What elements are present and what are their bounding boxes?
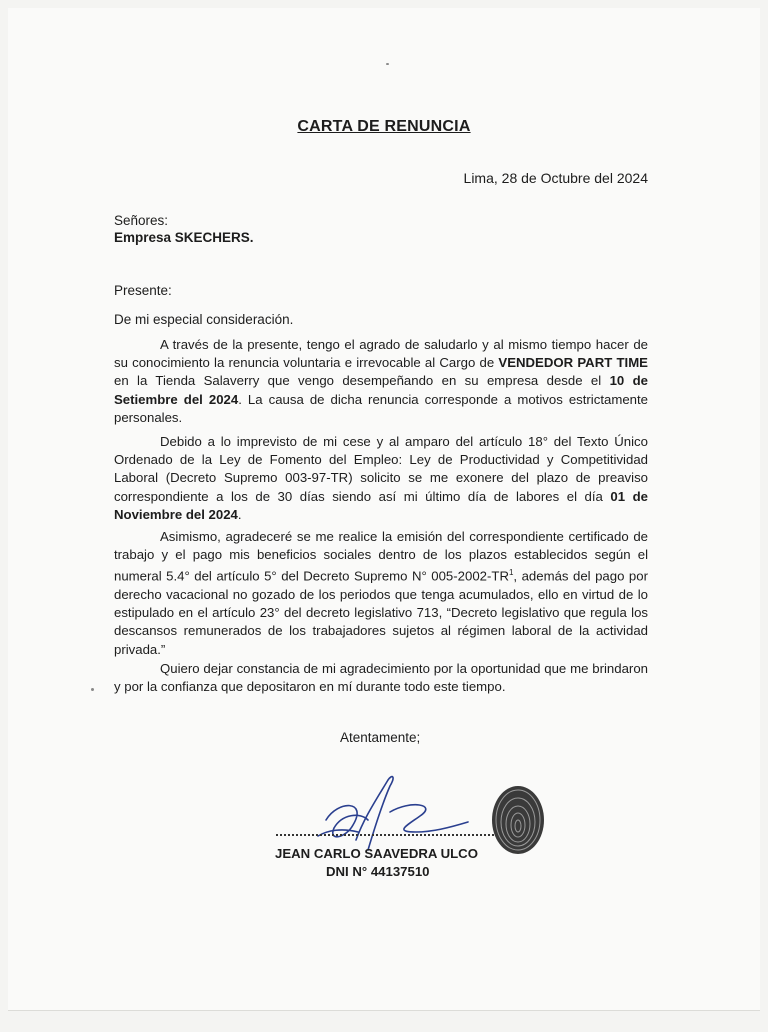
- text: Asimismo, agradeceré se me realice la emisión del correspondiente certificado de trabajo y el pago mis beneficios sociales dentro de los plazos establecidos según el numeral 5.4° del artículo 5° del Decreto Supremo N° 005-2002-TR: [114, 529, 648, 584]
- paragraph-resignation: [114, 336, 648, 427]
- last-day-date: 01 de Noviembre del 2024: [114, 488, 648, 522]
- signer-name: JEAN CARLO SAAVEDRA ULCO: [275, 846, 478, 861]
- text: Debido a lo imprevisto de mi cese y al amparo del artículo 18° del Texto Único Ordenado de la Ley de Fomento del Empleo: Ley de Productividad y Competitividad Laboral (Decreto Supremo 003-97-TR) solicito se me exonere del plazo de preaviso correspondiente a los de 30 días siendo así mi último día de labores el día: [114, 434, 648, 504]
- paragraph-benefits: [114, 528, 648, 659]
- paragraph-notice-exemption: [114, 433, 648, 524]
- text: .: [237, 506, 242, 522]
- handwritten-signature: [318, 777, 468, 850]
- footnote-marker: 1: [508, 568, 514, 578]
- scan-speck: [386, 63, 389, 65]
- paragraph-gratitude: Quiero dejar constancia de mi agradecimiento por la oportunidad que me brindaron y por la confianza que depositaron en mí durante todo este tiempo.: [114, 661, 648, 695]
- text: en la Tienda Salaverry que vengo desempeñando en su empresa desde el: [114, 373, 610, 389]
- closing: Atentamente;: [340, 730, 421, 745]
- text: . La causa de dicha renuncia corresponde a motivos estrictamente personales.: [114, 391, 648, 425]
- text: , además del pago por derecho vacacional no gozado de los periodos que tenga acumulados, ello en virtud de lo estipulado en el artículo 23° del decreto legislativo 713, “Decreto legislativo que regula los descansos remunerados de los trabajadores sujetos al régimen laboral de la actividad privada.”: [114, 568, 648, 657]
- letter-date: Lima, 28 de Octubre del 2024: [463, 170, 648, 186]
- recipient-salutation: Señores:: [114, 213, 169, 228]
- signature-line: [276, 834, 494, 836]
- signer-dni: DNI N° 44137510: [326, 864, 430, 879]
- greeting: De mi especial consideración.: [114, 312, 294, 327]
- letter-title: CARTA DE RENUNCIA: [297, 118, 471, 135]
- text: A través de la presente, tengo el agrado de saludarlo y al mismo tiempo hacer de su conocimiento la renuncia voluntaria e irrevocable al Cargo de: [114, 337, 648, 371]
- fingerprint: [492, 786, 544, 854]
- start-date: 10 de Setiembre del 2024: [114, 373, 648, 407]
- letter-page: [8, 8, 760, 1011]
- position-name: VENDEDOR PART TIME: [498, 355, 648, 371]
- presente-label: Presente:: [114, 283, 172, 298]
- recipient-company: Empresa SKECHERS.: [114, 230, 254, 245]
- scan-speck: [91, 688, 94, 691]
